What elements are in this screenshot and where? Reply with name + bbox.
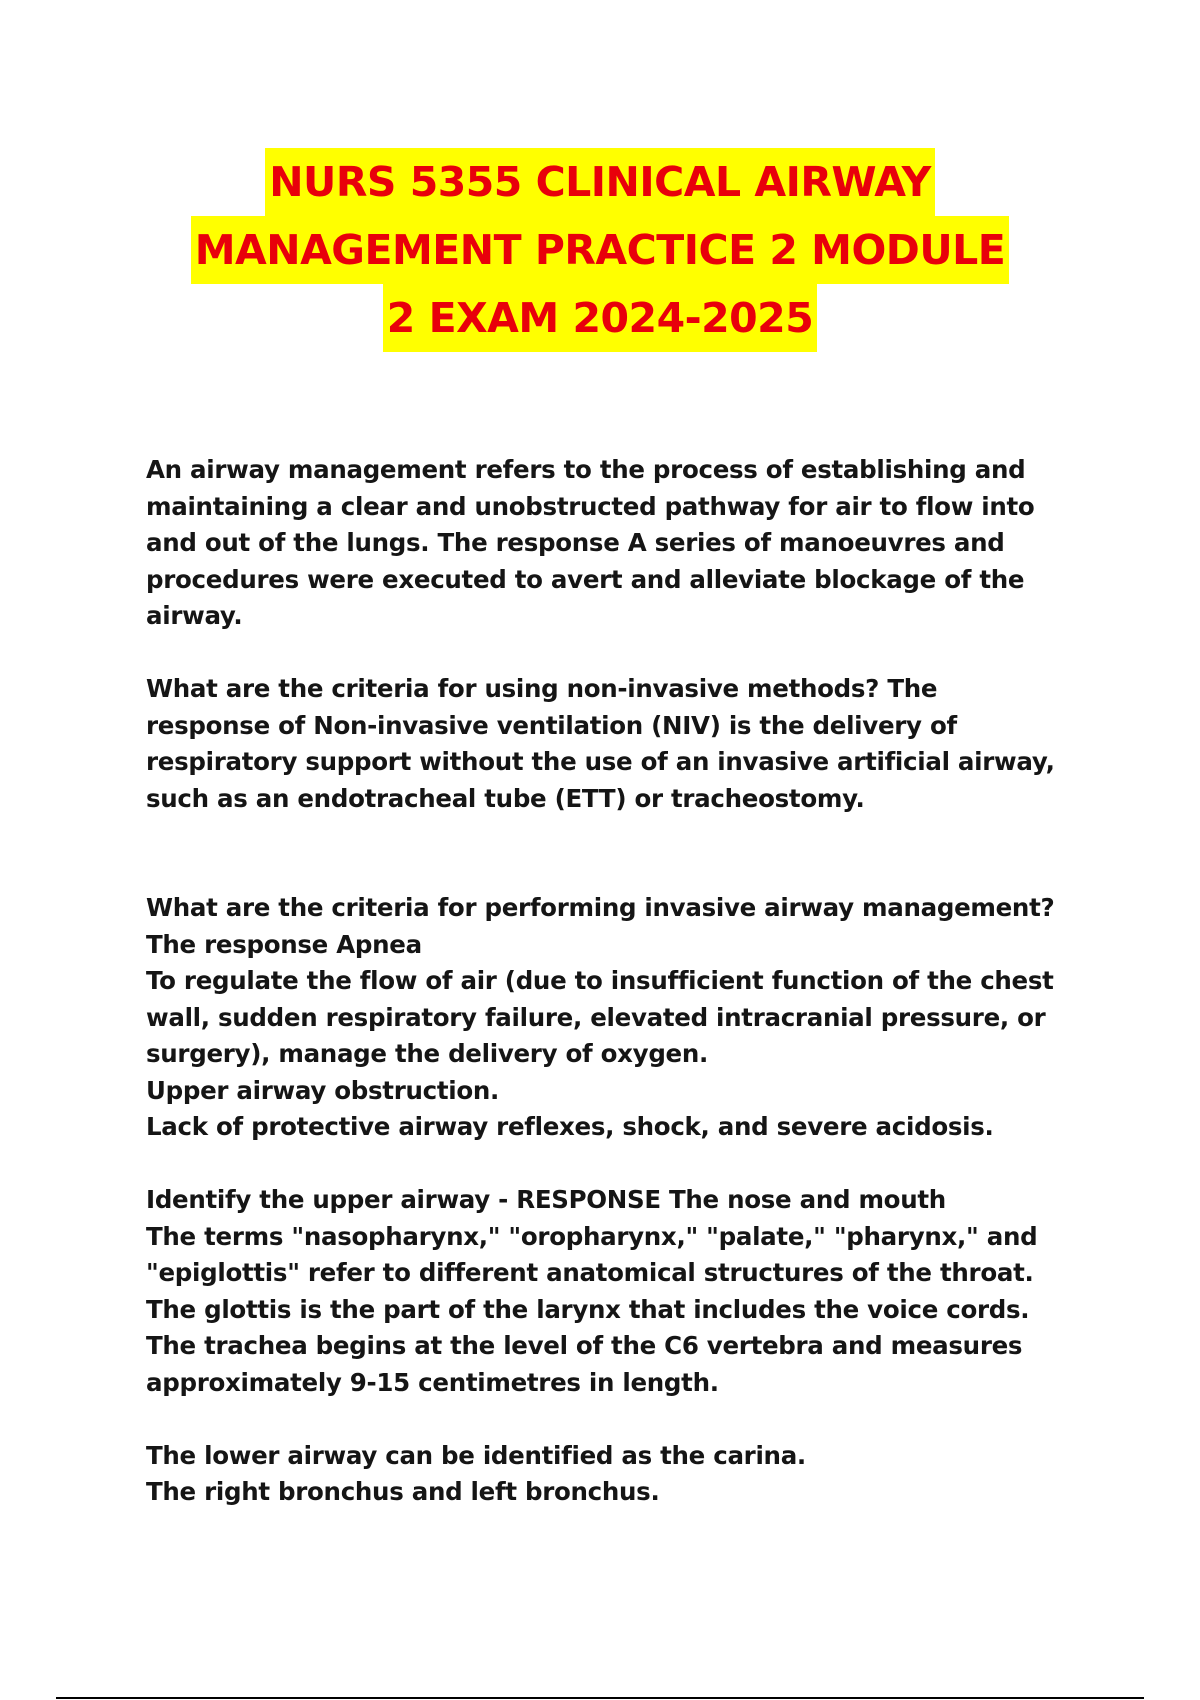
- text-line: The trachea begins at the level of the C6 vertebra and measures: [146, 1331, 1023, 1360]
- text-line: The lower airway can be identified as the carina.: [146, 1440, 806, 1470]
- paragraph-lower-airway: [146, 1438, 1086, 1511]
- paragraph-non-invasive-criteria: [146, 671, 1086, 817]
- text-line: wall, sudden respiratory failure, elevated intracranial pressure, or: [146, 1002, 1046, 1032]
- paragraph-spacer: [146, 635, 1086, 672]
- paragraph-invasive-criteria: [146, 890, 1086, 1146]
- text-line: To regulate the flow of air (due to insufficient function of the chest: [146, 966, 1054, 995]
- text-line: Upper airway obstruction.: [146, 1075, 500, 1105]
- title-line: NURS 5355 CLINICAL AIRWAY: [265, 148, 935, 216]
- document-title: [0, 148, 1200, 352]
- text-line: The response Apnea: [146, 929, 422, 959]
- text-line: procedures were executed to avert and alleviate blockage of the: [146, 564, 1025, 594]
- paragraph-spacer: [146, 1401, 1086, 1438]
- text-line: response of Non-invasive ventilation (NIV) is the delivery of: [146, 710, 957, 740]
- title-line: 2 EXAM 2024-2025: [383, 284, 817, 352]
- text-line: Lack of protective airway reflexes, shock, and severe acidosis.: [146, 1112, 994, 1141]
- document-body: [146, 452, 1086, 1511]
- text-line: such as an endotracheal tube (ETT) or tracheostomy.: [146, 783, 865, 813]
- title-line: MANAGEMENT PRACTICE 2 MODULE: [191, 216, 1010, 284]
- text-line: The right bronchus and left bronchus.: [146, 1477, 660, 1506]
- footer-divider: [56, 1697, 1144, 1699]
- text-line: What are the criteria for using non-invasive methods? The: [146, 674, 938, 703]
- text-line: and out of the lungs. The response A series of manoeuvres and: [146, 528, 1005, 557]
- text-line: "epiglottis" refer to different anatomical structures of the throat.: [146, 1258, 1034, 1287]
- text-line: approximately 9-15 centimetres in length.: [146, 1367, 719, 1397]
- paragraph-upper-airway: [146, 1182, 1086, 1401]
- paragraph-airway-management: [146, 452, 1086, 635]
- text-line: airway.: [146, 601, 243, 630]
- text-line: surgery), manage the delivery of oxygen.: [146, 1039, 709, 1068]
- text-line: maintaining a clear and unobstructed pathway for air to flow into: [146, 491, 1035, 521]
- paragraph-spacer: [146, 1146, 1086, 1183]
- paragraph-spacer: [146, 817, 1086, 890]
- text-line: respiratory support without the use of an invasive artificial airway,: [146, 747, 1055, 776]
- text-line: The terms "nasopharynx," "oropharynx," "palate," "pharynx," and: [146, 1221, 1038, 1251]
- text-line: The glottis is the part of the larynx that includes the voice cords.: [146, 1294, 1030, 1324]
- text-line: An airway management refers to the process of establishing and: [146, 455, 1026, 484]
- text-line: Identify the upper airway - RESPONSE The nose and mouth: [146, 1185, 946, 1214]
- text-line: What are the criteria for performing invasive airway management?: [146, 893, 1055, 922]
